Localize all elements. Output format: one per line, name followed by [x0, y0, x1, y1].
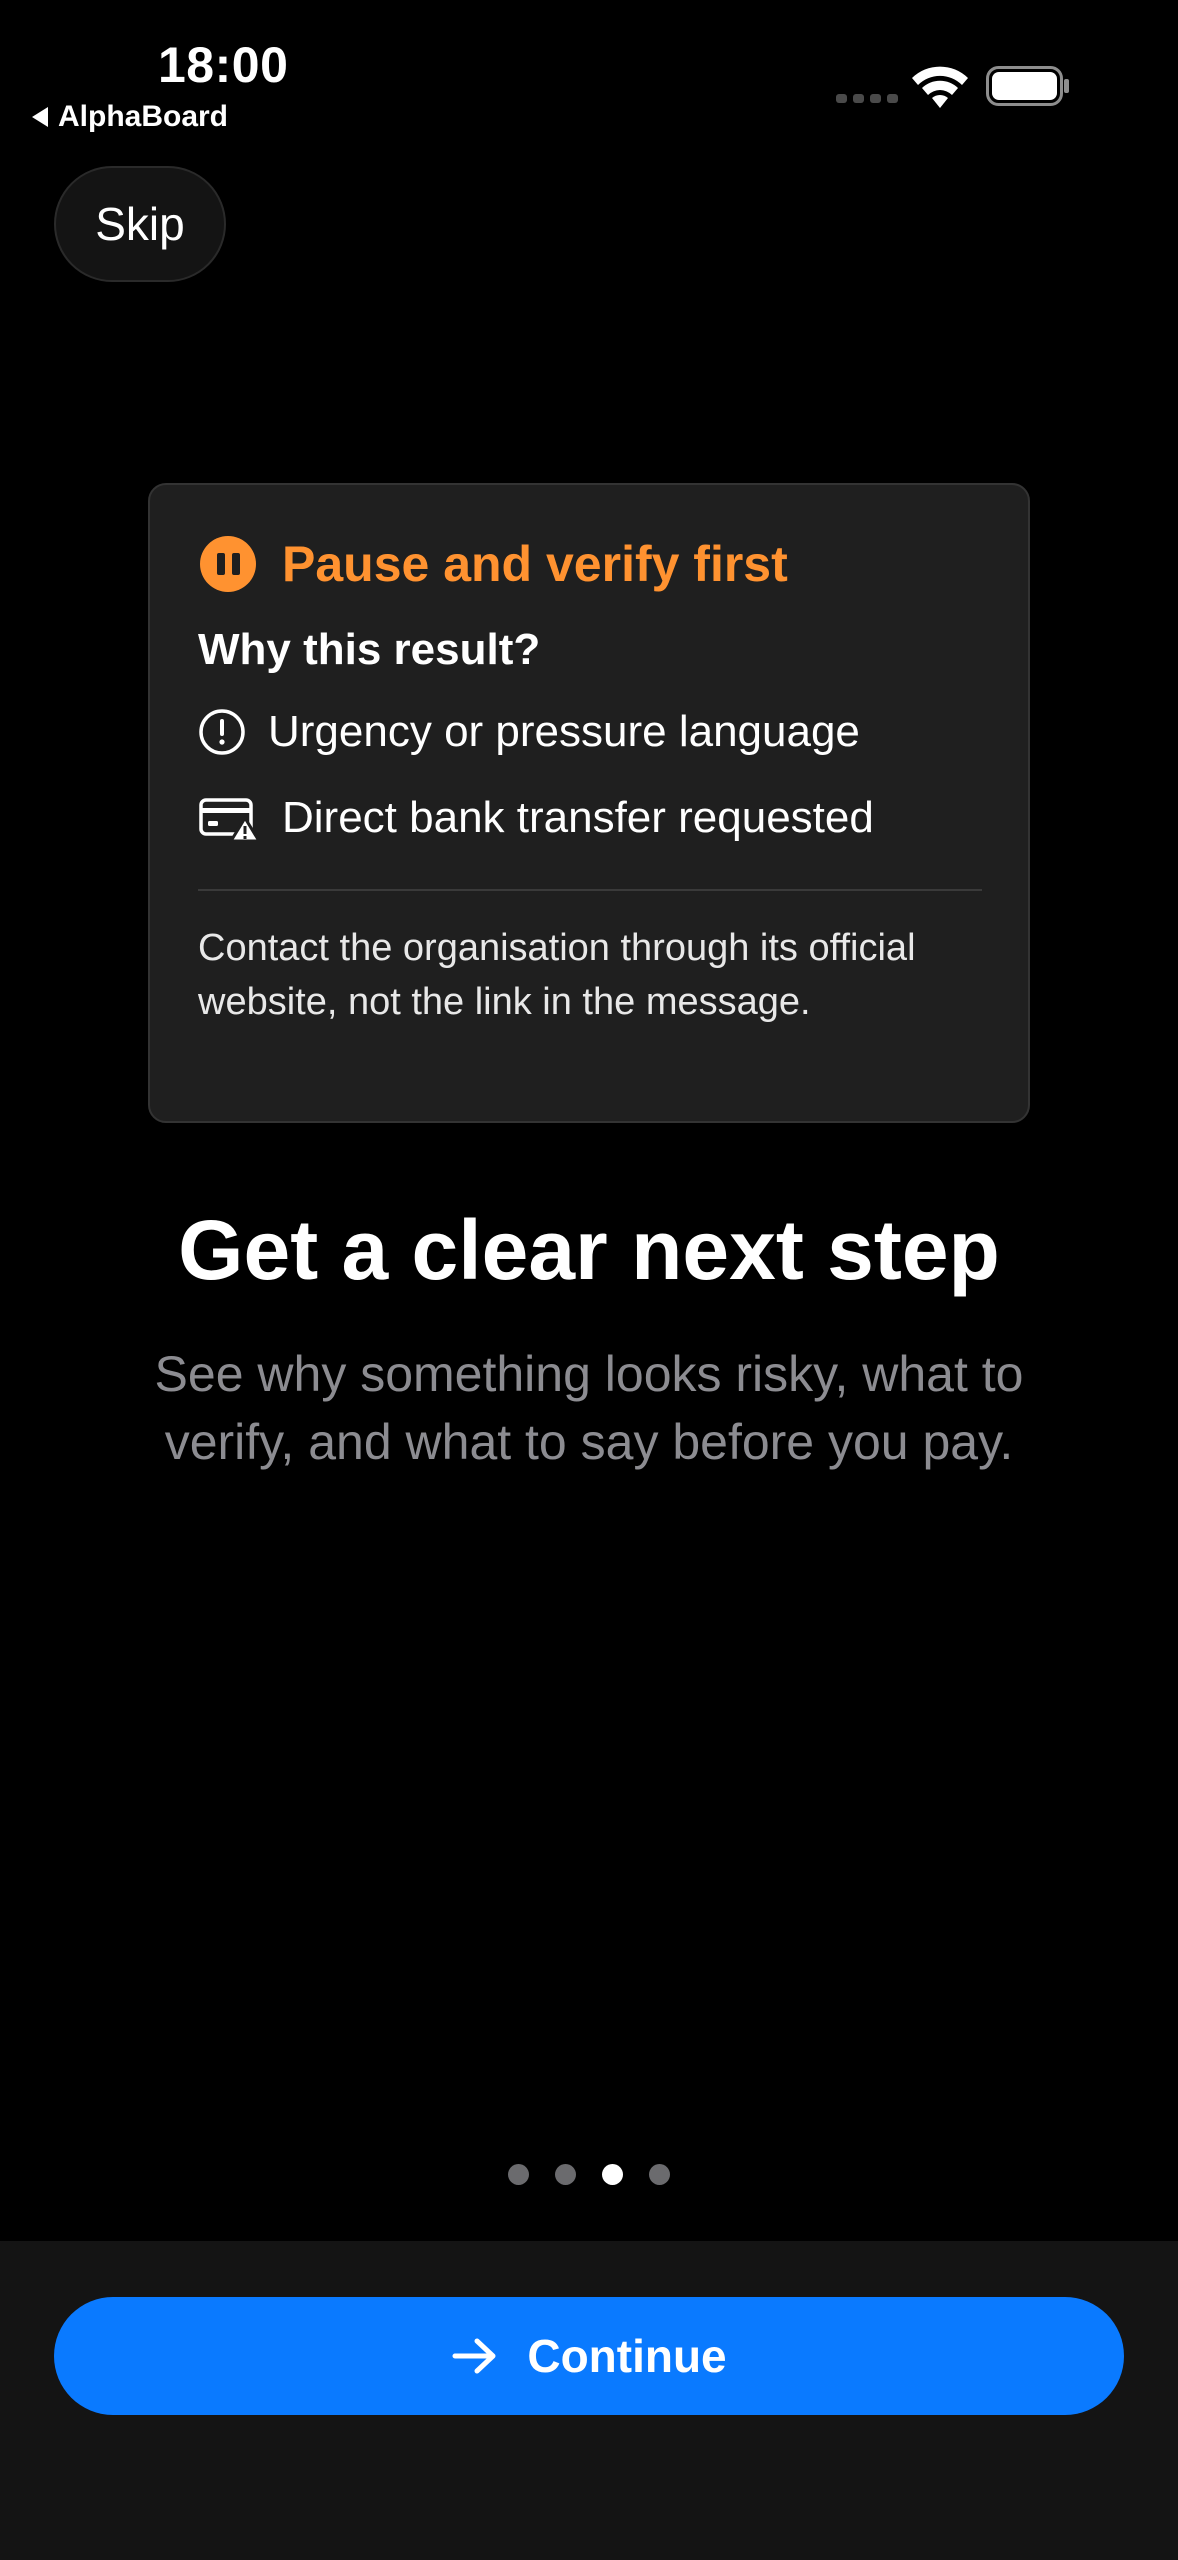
back-app-label: AlphaBoard: [58, 100, 229, 133]
onboarding-description: See why something looks risky, what to verify, and what to say before you pay.: [154, 1346, 1024, 1470]
back-to-app-link[interactable]: [32, 100, 228, 134]
page-dot[interactable]: [555, 2164, 576, 2185]
onboarding-headline: Get a clear next step: [178, 1203, 1000, 1297]
card-divider: [198, 889, 982, 891]
battery-icon: [986, 66, 1070, 106]
bottom-bar: [0, 2241, 1178, 2560]
card-title: Pause and verify first: [282, 536, 788, 592]
wifi-icon: [912, 66, 968, 108]
pause-icon: [200, 536, 256, 592]
result-preview-card: [148, 483, 1030, 1123]
card-advice: Contact the organisation through its official website, not the link in the message.: [198, 927, 916, 1023]
page-dot[interactable]: [602, 2164, 623, 2185]
why-label: Why this result?: [198, 625, 541, 674]
arrow-right-icon: [451, 2336, 499, 2376]
back-triangle-icon: [32, 107, 48, 127]
signal-icon: [836, 94, 898, 103]
status-time: 18:00: [158, 37, 289, 93]
page-dot[interactable]: [508, 2164, 529, 2185]
exclamation-circle-icon: [198, 708, 246, 756]
skip-button[interactable]: Skip: [54, 166, 226, 282]
continue-label: Continue: [527, 2330, 727, 2382]
continue-button[interactable]: [54, 2297, 1124, 2415]
reason-item: [198, 707, 860, 757]
page-dot[interactable]: [649, 2164, 670, 2185]
page-indicator[interactable]: [0, 2164, 1178, 2185]
card-header: [200, 535, 788, 593]
card-warning-icon: [198, 794, 260, 842]
reason-item: [198, 793, 874, 843]
reason-text: Direct bank transfer requested: [282, 793, 874, 842]
reason-text: Urgency or pressure language: [268, 707, 860, 756]
